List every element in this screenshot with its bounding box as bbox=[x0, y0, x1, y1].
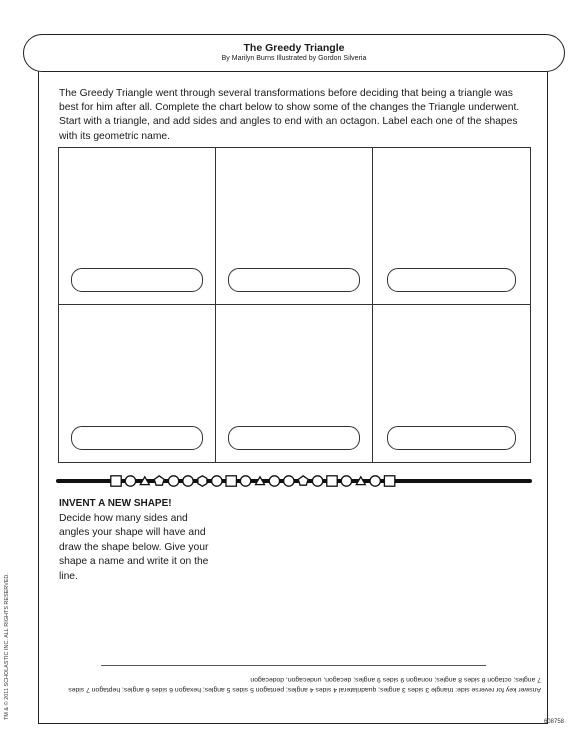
item-code: 608758 bbox=[543, 719, 564, 725]
chart-cell[interactable] bbox=[216, 148, 373, 305]
hexagon-icon bbox=[198, 476, 207, 486]
shapes-divider bbox=[56, 473, 532, 489]
pentagon-icon bbox=[298, 476, 308, 485]
square-icon bbox=[111, 476, 121, 486]
square-icon bbox=[226, 476, 236, 486]
copyright-notice: TM & © 2011 SCHOLASTIC INC. ALL RIGHTS RESERVED. bbox=[4, 573, 10, 720]
shape-label-field[interactable] bbox=[71, 268, 203, 292]
square-icon bbox=[327, 476, 337, 486]
circle-icon bbox=[183, 476, 193, 486]
pentagon-icon bbox=[154, 476, 164, 485]
circle-icon bbox=[168, 476, 178, 486]
circle-icon bbox=[341, 476, 351, 486]
chart-cell[interactable] bbox=[216, 305, 373, 462]
chart-cell[interactable] bbox=[373, 305, 530, 462]
circle-icon bbox=[269, 476, 279, 486]
shape-label-field[interactable] bbox=[387, 268, 516, 292]
chart-cell[interactable] bbox=[59, 148, 216, 305]
circle-icon bbox=[312, 476, 322, 486]
chart-cell[interactable] bbox=[373, 148, 530, 305]
shape-name-line[interactable] bbox=[101, 665, 486, 666]
square-icon bbox=[384, 476, 394, 486]
circle-icon bbox=[370, 476, 380, 486]
invent-shape-section bbox=[59, 497, 209, 584]
invent-heading: INVENT A NEW SHAPE! bbox=[59, 498, 172, 509]
circle-icon bbox=[212, 476, 222, 486]
shape-label-field[interactable] bbox=[71, 426, 203, 450]
shape-label-field[interactable] bbox=[228, 268, 360, 292]
shape-chart bbox=[58, 147, 531, 463]
instructions-text: The Greedy Triangle went through several transformations before deciding that being a triangle was best for him after all. Complete the chart below to show some of the changes the Triangle underwent. Start with a triangle, and add sides and angles to end with an octagon. Label each one of the shapes with its geometric name. bbox=[59, 88, 520, 142]
circle-icon bbox=[284, 476, 294, 486]
chart-cell[interactable] bbox=[59, 305, 216, 462]
shape-label-field[interactable] bbox=[228, 426, 360, 450]
answer-key-upside-down: Answer key for reverse side: triangle 3 sides 3 angles; quadrilateral 4 sides 4 angles; pentagon 5 sides 5 angles; hexagon 6 sides 6 angles; heptagon 7 sides 7 angles; octagon 8 sides 8 angles; nonagon 9 sides 9 angles; decagon, undecagon, dodecagon bbox=[68, 676, 541, 694]
shape-label-field[interactable] bbox=[387, 426, 516, 450]
circle-icon bbox=[125, 476, 135, 486]
circle-icon bbox=[240, 476, 250, 486]
invent-instructions: Decide how many sides and angles your shape will have and draw the shape below. Give your shape a name and write it on the line. bbox=[59, 512, 209, 582]
header-banner bbox=[23, 34, 565, 72]
worksheet-title: The Greedy Triangle bbox=[243, 42, 345, 54]
worksheet-byline: By Marilyn Burns Illustrated by Gordon Silveria bbox=[221, 55, 367, 62]
